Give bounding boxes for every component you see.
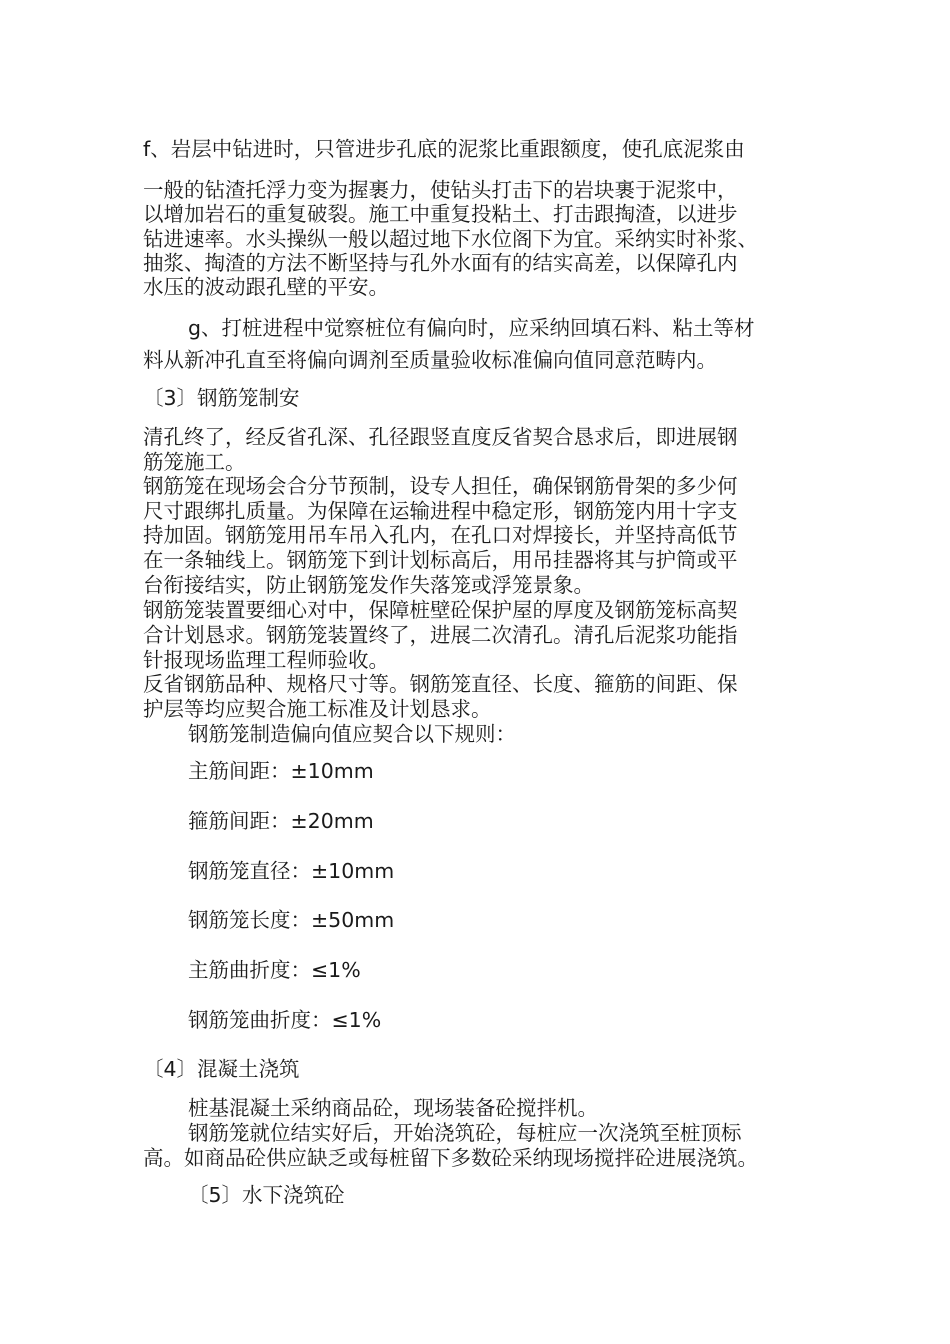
text-line: 钢筋笼就位结实好后，开始浇筑砼，每桩应一次浇筑至桩顶标: [188, 1121, 742, 1145]
text-line: 台衔接结实，防止钢筋笼发作失落笼或浮笼景象。: [143, 573, 594, 597]
spec-item: 钢筋笼直径：±10mm: [188, 859, 395, 883]
text-line: 尺寸跟绑扎质量。为保障在运输进程中稳定形，钢筋笼内用十字支: [143, 499, 738, 523]
spec-item: 主筋间距：±10mm: [188, 759, 374, 783]
text-line: 一般的钻渣托浮力变为握裹力，使钻头打击下的岩块裹于泥浆中，: [143, 178, 738, 202]
text-line: 在一条轴线上。钢筋笼下到计划标高后，用吊挂器将其与护筒或平: [143, 548, 738, 572]
spec-item: 主筋曲折度：≤1%: [188, 958, 361, 982]
text-line: 以增加岩石的重复破裂。施工中重复投粘土、打击跟掏渣，以进步: [143, 202, 738, 226]
spec-item: 箍筋间距：±20mm: [188, 809, 374, 833]
text-line: 筋笼施工。: [143, 450, 246, 474]
text-line: 抽浆、掏渣的方法不断坚持与孔外水面有的结实高差，以保障孔内: [143, 251, 738, 275]
text-line: 钢筋笼在现场会合分节预制，设专人担任，确保钢筋骨架的多少何: [143, 474, 738, 498]
text-line: 钻进速率。水头操纵一般以超过地下水位阁下为宜。采纳实时补浆、: [143, 227, 758, 251]
section-heading: 〔5〕水下浇筑砼: [188, 1183, 345, 1207]
text-line: 持加固。钢筋笼用吊车吊入孔内，在孔口对焊接长，并坚持高低节: [143, 523, 738, 547]
spec-item: 钢筋笼曲折度：≤1%: [188, 1008, 382, 1032]
section-heading: 〔3〕钢筋笼制安: [143, 386, 300, 410]
text-line: 钢筋笼装置要细心对中，保障桩壁砼保护屋的厚度及钢筋笼标高契: [143, 598, 738, 622]
text-line: 清孔终了，经反省孔深、孔径跟竖直度反省契合恳求后，即进展钢: [143, 425, 738, 449]
text-line: 水压的波动跟孔壁的平安。: [143, 275, 389, 299]
text-line: 料从新冲孔直至将偏向调剂至质量验收标准偏向值同意范畴内。: [143, 348, 717, 372]
text-line: 合计划恳求。钢筋笼装置终了，进展二次清孔。清孔后泥浆功能指: [143, 623, 738, 647]
text-line: 护层等均应契合施工标准及计划恳求。: [143, 697, 492, 721]
text-line: f、岩层中钻进时，只管进步孔底的泥浆比重跟额度，使孔底泥浆由: [143, 137, 745, 161]
text-line: 桩基混凝土采纳商品砼，现场装备砼搅拌机。: [188, 1096, 598, 1120]
spec-item: 钢筋笼长度：±50mm: [188, 908, 395, 932]
text-line: 钢筋笼制造偏向值应契合以下规则：: [188, 722, 516, 746]
text-line: 高。如商品砼供应缺乏或每桩留下多数砼采纳现场搅拌砼进展浇筑。: [143, 1146, 758, 1170]
text-line: g、打桩进程中觉察桩位有偏向时，应采纳回填石料、粘土等材: [188, 316, 755, 340]
section-heading: 〔4〕混凝土浇筑: [143, 1057, 300, 1081]
text-line: 反省钢筋品种、规格尺寸等。钢筋笼直径、长度、箍筋的间距、保: [143, 672, 738, 696]
text-line: 针报现场监理工程师验收。: [143, 648, 389, 672]
